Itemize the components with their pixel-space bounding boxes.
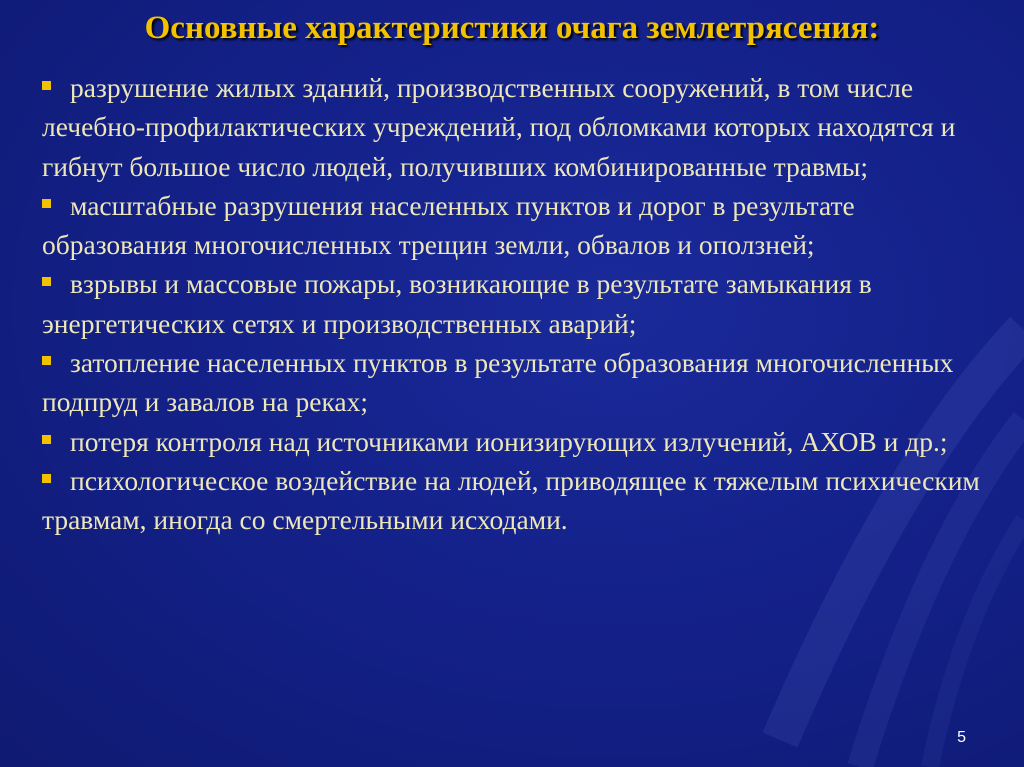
square-bullet-icon — [42, 474, 51, 483]
square-bullet-icon — [42, 435, 51, 444]
square-bullet-icon — [42, 199, 51, 208]
list-item — [42, 461, 992, 540]
list-item-text: масштабные разрушения населенных пунктов и дорог в результате образования многочисленных трещин земли, обвалов и оползней; — [42, 189, 855, 261]
page-number: 5 — [957, 729, 966, 746]
list-item-text: затопление населенных пунктов в результате образования многочисленных подпруд и завалов на реках; — [42, 347, 954, 418]
bullet-list — [42, 68, 992, 540]
list-item-text: потеря контроля над источниками ионизирующих излучений, АХОВ и др.; — [70, 425, 948, 457]
square-bullet-icon — [42, 277, 51, 286]
list-item-text: взрывы и массовые пожары, возникающие в результате замыкания в энергетических сетях и производственных аварий; — [42, 268, 872, 339]
list-item — [42, 264, 992, 343]
list-item — [42, 343, 992, 422]
square-bullet-icon — [42, 356, 51, 365]
list-item — [42, 422, 992, 461]
list-item-text: психологическое воздействие на людей, приводящее к тяжелым психическим травмам, иногда со смертельными исходами. — [42, 464, 980, 536]
slide-title: Основные характеристики очага землетрясения: — [144, 10, 880, 46]
square-bullet-icon — [42, 81, 51, 90]
list-item — [42, 68, 992, 186]
list-item-text: разрушение жилых зданий, производственных сооружений, в том числе лечебно-профилактических учреждений, под обломками которых находятся и гибнут большое число людей, получивших комбинированные травмы; — [42, 72, 956, 182]
list-item — [42, 186, 992, 265]
